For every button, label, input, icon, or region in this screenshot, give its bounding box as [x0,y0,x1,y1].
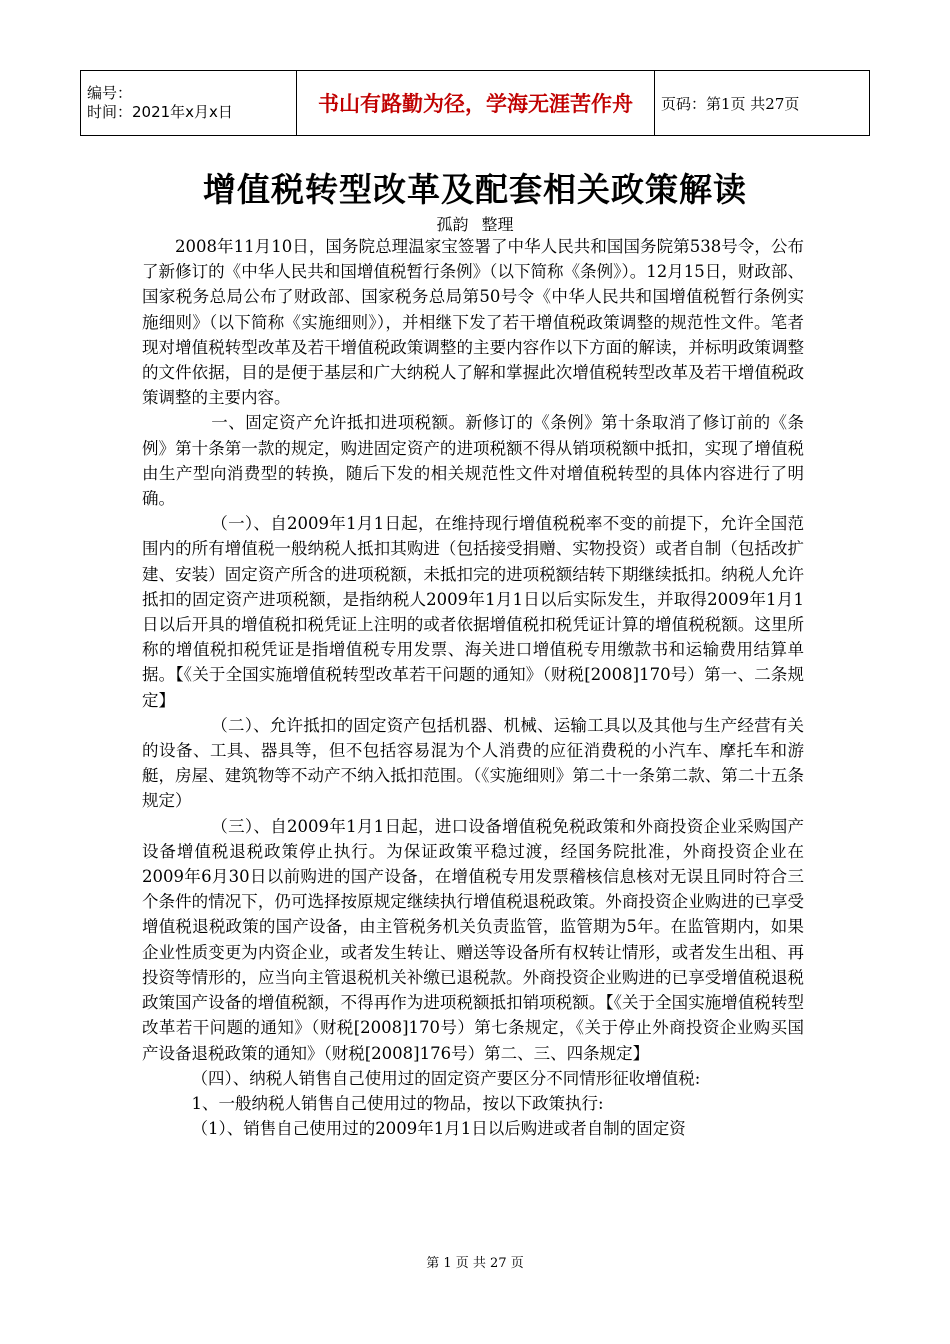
paragraph: 2008年11月10日，国务院总理温家宝签署了中华人民共和国国务院第538号令，公布了新修订的《中华人民共和国增值税暂行条例》（以下简称《条例》）。12月15日，财政部、国家税务总局公布了财政部、国家税务总局第50号令《中华人民共和国增值税暂行条例实施细则》（以下简称《实施细则》），并相继下发了若干增值税政策调整的规范性文件。笔者现对增值税转型改革及若干增值税政策调整的主要内容作以下方面的解读，并标明政策调整的文件依据，目的是便于基层和广大纳税人了解和掌握此次增值税转型改革及若干增值税政策调整的主要内容。 [142,237,804,408]
paragraph: （一）、自2009年1月1日起，在维持现行增值税税率不变的前提下，允许全国范围内的所有增值税一般纳税人抵扣其购进（包括接受捐赠、实物投资）或者自制（包括改扩建、安装）固定资产所含的进项税额，未抵扣完的进项税额结转下期继续抵扣。纳税人允许抵扣的固定资产进项税额，是指纳税人2009年1月1日以后实际发生，并取得2009年1月1日以后开具的增值税扣税凭证上注明的或者依据增值税扣税凭证计算的增值税税额。这里所称的增值税扣税凭证是指增值税专用发票、海关进口增值税专用缴款书和运输费用结算单据。【《关于全国实施增值税转型改革若干问题的通知》（财税[2008]170号）第一、二条规定】 [142,514,804,710]
page-footer: 第 1 页 共 27 页 [426,1256,524,1271]
document-author: 孤韵 整理 [436,215,514,234]
paragraph: （三）、自2009年1月1日起，进口设备增值税免税政策和外商投资企业采购国产设备增值税退税政策停止执行。为保证政策平稳过渡，经国务院批准，外商投资企业在2009年6月30日以前购进的国产设备，在增值税专用发票稽核信息核对无误且同时符合三个条件的情况下，仍可选择按原规定继续执行增值税退税政策。外商投资企业购进的已享受增值税退税政策的国产设备，由主管税务机关负责监管，监管期为5年。在监管期内，如果企业性质变更为内资企业，或者发生转让、赠送等设备所有权转让情形，或者发生出租、再投资等情形的，应当向主管退税机关补缴已退税款。外商投资企业购进的已享受增值税退税政策国产设备的增值税额，不得再作为进项税额抵扣销项税额。【《关于全国实施增值税转型改革若干问题的通知》（财税[2008]170号）第七条规定，《关于停止外商投资企业购买国产设备退税政策的通知》（财税[2008]176号）第二、三、四条规定】 [142,816,804,1063]
paragraph: （四）、纳税人销售自己使用过的固定资产要区分不同情形征收增值税: [191,1068,701,1088]
document-header [80,70,870,136]
number-label: 编号： [87,84,133,102]
header-motto: 书山有路勤为径，学海无涯苦作舟 [297,71,655,136]
header-meta [81,71,297,136]
paragraph: （1）、销售自己使用过的2009年1月1日以后购进或者自制的固定资 [191,1119,686,1139]
paragraph: 1、一般纳税人销售自己使用过的物品，按以下政策执行: [191,1093,604,1113]
paragraph: 一、固定资产允许抵扣进项税额。新修订的《条例》第十条取消了修订前的《条例》第十条第一款的规定，购进固定资产的进项税额不得从销项税额中抵扣，实现了增值税由生产型向消费型的转换，随后下发的相关规范性文件对增值税转型的具体内容进行了明确。 [142,413,804,509]
document-body [142,234,804,1141]
time-label: 时间：2021年x月x日 [87,103,233,121]
header-page-info: 页码：第1页 共27页 [655,71,870,136]
paragraph: （二）、允许抵扣的固定资产包括机器、机械、运输工具以及其他与生产经营有关的设备、工具、器具等，但不包括容易混为个人消费的应征消费税的小汽车、摩托车和游艇，房屋、建筑物等不动产不纳入抵扣范围。（《实施细则》第二十一条第二款、第二十五条规定） [142,715,804,811]
document-title: 增值税转型改革及配套相关政策解读 [203,170,747,209]
